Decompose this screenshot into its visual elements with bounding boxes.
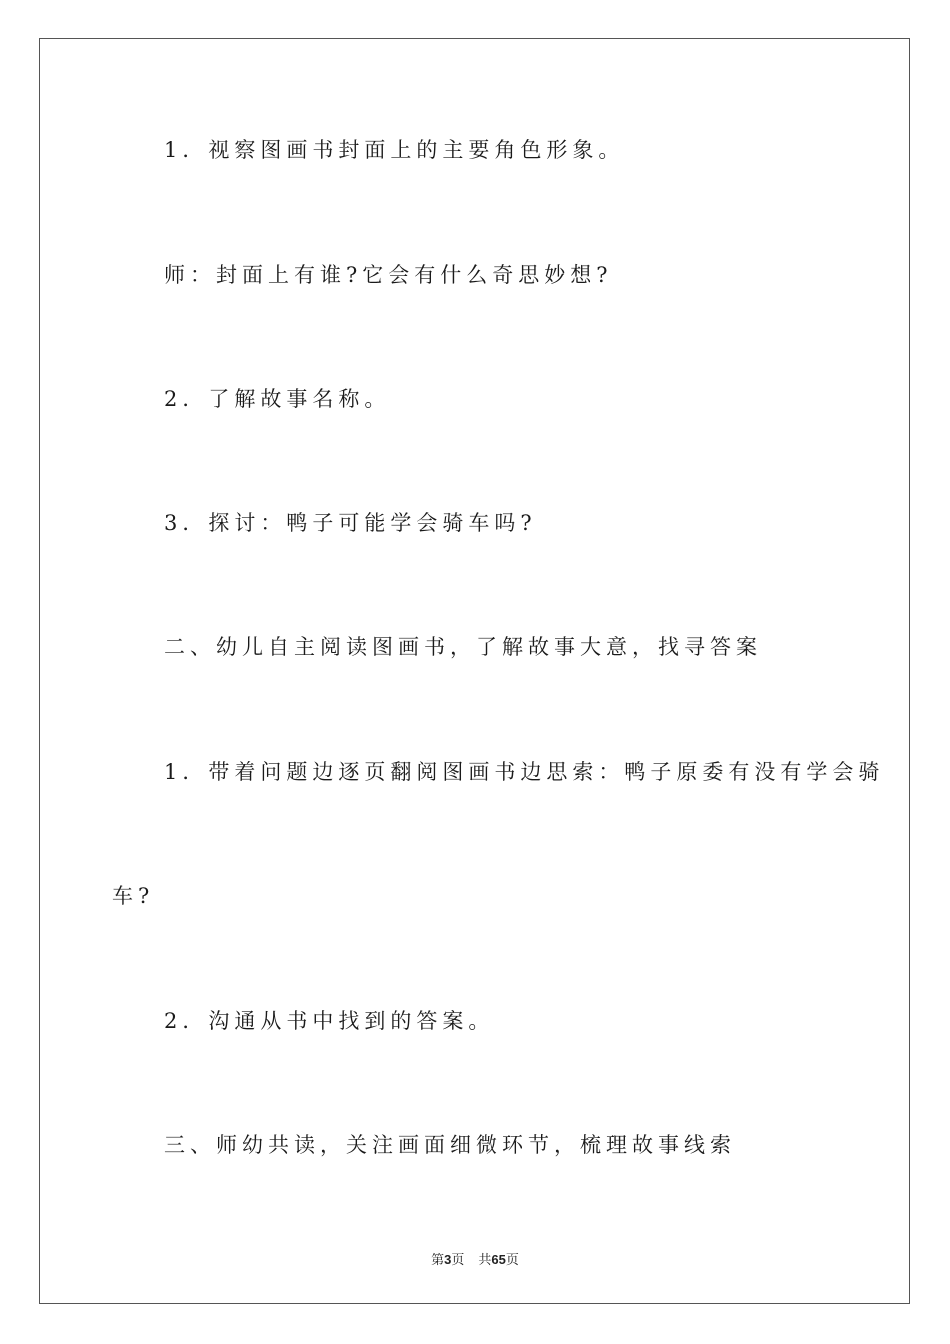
section-heading-2: 二、幼儿自主阅读图画书，了解故事大意，找寻答案 [164,635,762,659]
paragraph-6: 2．沟通从书中找到的答案。 [164,1009,495,1033]
page-suffix: 页 [451,1253,465,1268]
paragraph-1: 1．视察图画书封面上的主要角色形象。 [164,138,625,162]
paragraph-2: 师：封面上有谁?它会有什么奇思妙想? [164,263,613,287]
total-suffix: 页 [505,1253,519,1268]
section-heading-3: 三、师幼共读，关注画面细微环节，梳理故事线索 [164,1133,736,1157]
total-prefix: 共 [478,1253,492,1268]
paragraph-3: 2．了解故事名称。 [164,387,391,411]
paragraph-5-continuation: 车? [112,884,155,908]
page-prefix: 第 [431,1253,445,1268]
paragraph-4: 3．探讨：鸭子可能学会骑车吗? [164,511,537,535]
page-border [39,38,910,1304]
page-total: 65 [491,1252,506,1267]
paragraph-5: 1．带着问题边逐页翻阅图画书边思索：鸭子原委有没有学会骑 [164,760,885,784]
page-footer [0,1249,950,1268]
page-current: 3 [444,1252,452,1267]
